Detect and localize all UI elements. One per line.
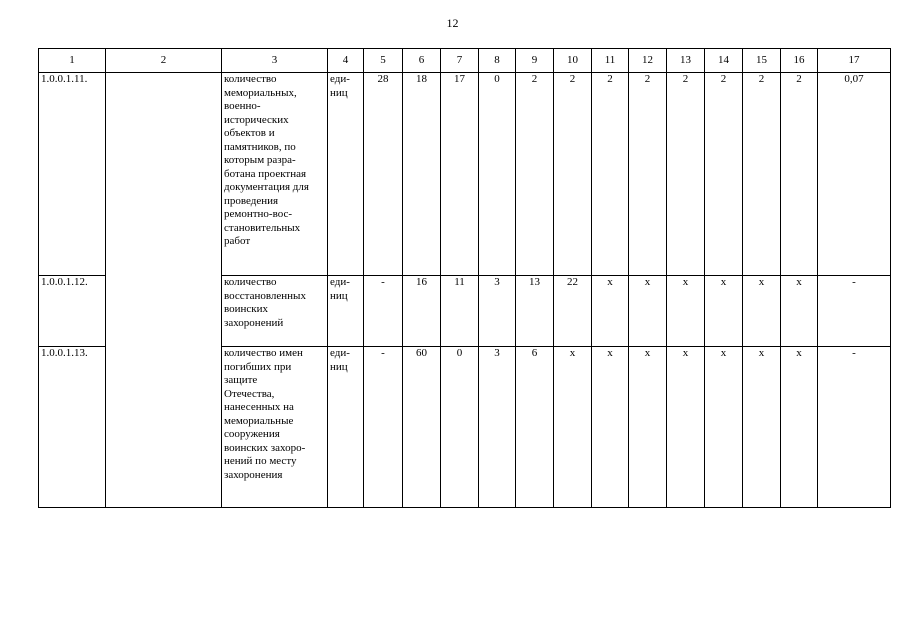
indicator-name: количество мемориальных, военно- исторических объектов и памятников, по которым разра- ботана проектная документация для проведения ремонтно-вос- становительных работ — [222, 73, 328, 276]
value-cell: 2 — [781, 73, 818, 276]
value-cell: 2 — [554, 73, 592, 276]
indicators-table — [38, 48, 891, 508]
row-code: 1.0.0.1.11. — [39, 73, 106, 276]
value-cell: х — [592, 276, 629, 347]
value-cell: 2 — [743, 73, 781, 276]
header-cell: 14 — [705, 49, 743, 73]
header-cell: 8 — [479, 49, 516, 73]
value-cell: х — [629, 276, 667, 347]
value-cell: х — [629, 347, 667, 508]
value-cell: х — [781, 347, 818, 508]
indicator-name: количество восстановленных воинских захоронений — [222, 276, 328, 347]
header-cell: 12 — [629, 49, 667, 73]
header-cell: 9 — [516, 49, 554, 73]
value-cell: х — [743, 276, 781, 347]
value-cell: х — [592, 347, 629, 508]
header-cell: 4 — [328, 49, 364, 73]
value-cell: - — [818, 276, 891, 347]
header-cell: 7 — [441, 49, 479, 73]
header-cell: 11 — [592, 49, 629, 73]
page-number: 12 — [446, 16, 459, 30]
value-cell: х — [667, 347, 705, 508]
header-row — [39, 49, 891, 73]
value-cell: 28 — [364, 73, 403, 276]
value-cell: 11 — [441, 276, 479, 347]
value-cell: 16 — [403, 276, 441, 347]
header-cell: 6 — [403, 49, 441, 73]
unit-cell: еди- ниц — [328, 73, 364, 276]
value-cell: 0 — [479, 73, 516, 276]
unit-cell: еди- ниц — [328, 276, 364, 347]
unit-cell: еди- ниц — [328, 347, 364, 508]
header-cell: 1 — [39, 49, 106, 73]
header-cell: 2 — [106, 49, 222, 73]
value-cell: 2 — [667, 73, 705, 276]
header-cell: 5 — [364, 49, 403, 73]
value-cell: 2 — [629, 73, 667, 276]
value-cell: 13 — [516, 276, 554, 347]
value-cell: х — [554, 347, 592, 508]
value-cell: 3 — [479, 347, 516, 508]
value-cell: х — [705, 276, 743, 347]
value-cell: 0 — [441, 347, 479, 508]
row-code: 1.0.0.1.12. — [39, 276, 106, 347]
value-cell: 3 — [479, 276, 516, 347]
value-cell: - — [364, 347, 403, 508]
header-cell: 13 — [667, 49, 705, 73]
header-cell: 16 — [781, 49, 818, 73]
indicator-name: количество имен погибших при защите Отечества, нанесенных на мемориальные сооружения воинских захоро- нений по месту захоронения — [222, 347, 328, 508]
value-cell: 2 — [516, 73, 554, 276]
value-cell: х — [743, 347, 781, 508]
value-cell: 0,07 — [818, 73, 891, 276]
header-cell: 15 — [743, 49, 781, 73]
table-row — [39, 73, 891, 276]
value-cell: - — [818, 347, 891, 508]
value-cell: х — [667, 276, 705, 347]
value-cell: 60 — [403, 347, 441, 508]
value-cell: х — [781, 276, 818, 347]
value-cell: 18 — [403, 73, 441, 276]
value-cell: - — [364, 276, 403, 347]
header-cell: 3 — [222, 49, 328, 73]
header-cell: 17 — [818, 49, 891, 73]
value-cell: 22 — [554, 276, 592, 347]
value-cell: 2 — [592, 73, 629, 276]
value-cell: 6 — [516, 347, 554, 508]
value-cell: 2 — [705, 73, 743, 276]
row-code: 1.0.0.1.13. — [39, 347, 106, 508]
value-cell: х — [705, 347, 743, 508]
header-cell: 10 — [554, 49, 592, 73]
value-cell: 17 — [441, 73, 479, 276]
column-2-blank-cell — [106, 73, 222, 508]
